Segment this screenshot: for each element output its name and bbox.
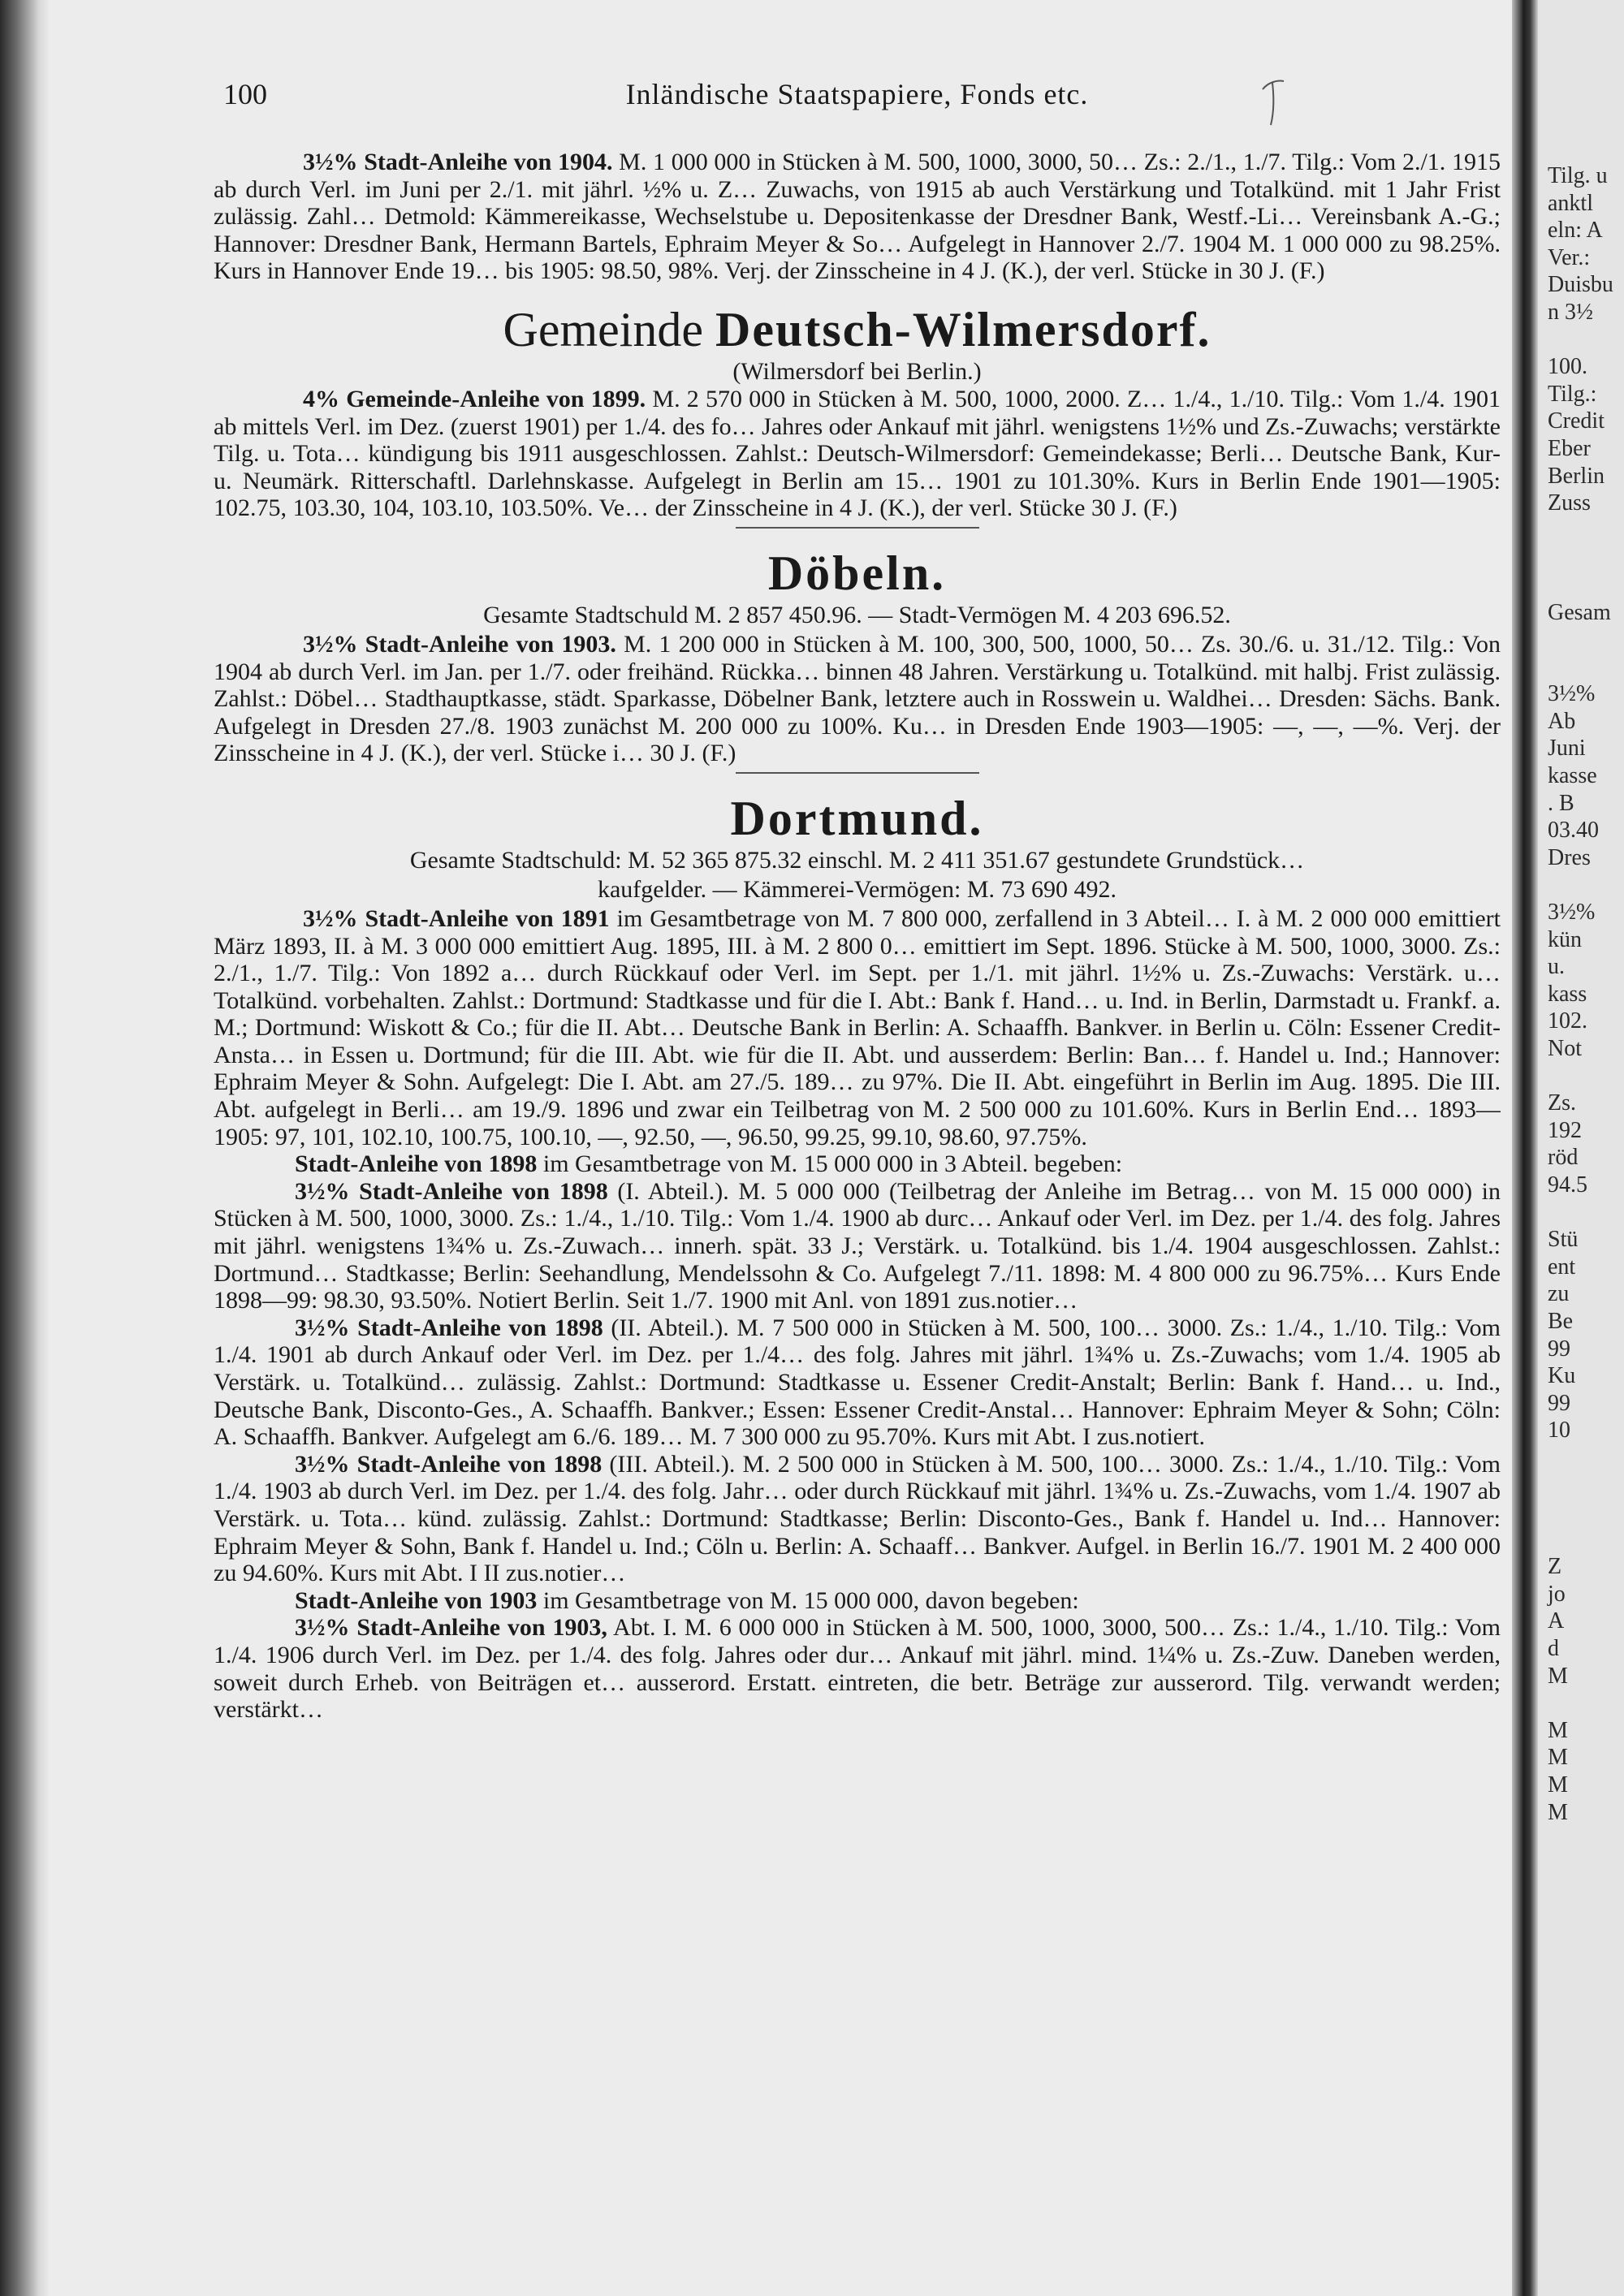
bond-entry <box>214 1451 1501 1587</box>
facing-page-fragment: kass <box>1548 981 1587 1007</box>
section-divider <box>736 527 979 529</box>
bond-entry <box>214 149 1501 285</box>
page-number: 100 <box>223 78 267 110</box>
facing-page-fragment: zu <box>1548 1281 1570 1307</box>
facing-page-fragment: M <box>1548 1745 1568 1771</box>
bond-entry <box>214 386 1501 522</box>
facing-page-fragment: 3½% <box>1548 900 1596 926</box>
bond-details: M. 2 570 000 in Stücken à M. 500, 1000, 2000. Z… 1./4., 1./10. Tilg.: Vom 1./4. 1901 ab mittels Verl. im Dez. (zuerst 1901) per 1./4. des fo… Jahres oder Ankauf mit jährl. wenigstens 1½% und Zs.-Zuwachs; verstärkte Tilg. u. Tota… kündigung bis 1911 ausgeschlossen. Zahlst.: Deutsch-Wilmersdorf: Gemeindekasse; Berli… Deutsche Bank, Kur- u. Neumärk. Ritterschaftl. Darlehnskasse. Aufgelegt in Berlin am 15… 1901 zu 101.30%. Kurs in Berlin Ende 1901—1905: 102.75, 103.30, 104, 103.10, 103.50%. Ve… der Zinsscheine in 4 J. (K.), der verl. Stücke 30 J. (F.) <box>214 385 1501 522</box>
heading-prefix: Gemeinde <box>503 302 704 356</box>
bond-details: M. 1 000 000 in Stücken à M. 500, 1000, 3000, 50… Zs.: 2./1., 1./7. Tilg.: Vom 2./1. 1915 ab durch Verl. im Juni per 2./1. mit jährl. ½% u. Z… Zuwachs, von 1915 ab auch Verstärkung und Totalkünd. mit 1 Jahr Frist zulässig. Zahl… Detmold: Kämmereikasse, Wechselstube u. Depositenkasse der Dresdner Bank, Westf.-Li… Vereinsbank A.-G.; Hannover: Dresdner Bank, Hermann Bartels, Ephraim Meyer & So… Aufgelegt in Hannover 2./7. 1904 M. 1 000 000 zu 98.25%. Kurs in Hannover Ende 19… bis 1905: 98.50, 98%. Verj. der Zinsscheine in 4 J. (K.), der verl. Stücke in 30 J. (F.) <box>214 149 1501 285</box>
facing-page-fragment: M <box>1548 1772 1568 1798</box>
bond-entry <box>214 905 1501 1150</box>
bond-details: im Gesamtbetrage von M. 7 800 000, zerfallend in 3 Abteil… I. à M. 2 000 000 emittiert März 1893, II. à M. 3 000 000 emittiert Aug. 1895, III. à M. 2 800 0… emittiert im Sept. 1896. Stücke à M. 500, 1000, 3000. Zs.: 2./1., 1./7. Tilg.: Von 1892 a… durch Rückkauf oder Verl. im Sept. per 1./1. mit jährl. 1½% u. Zs.-Zuwachs: Verstärk. u… Totalkünd. vorbehalten. Zahlst.: Dortmund: Stadtkasse und für die I. Abt.: Bank f. Hand… u. Ind. in Berlin, Darmstadt u. Frankf. a. M.; Dortmund: Wiskott & Co.; für die II. Abt… Deutsche Bank in Berlin: A. Schaaffh. Bankver. in Berlin u. Cöln: Essener Credit-Ansta… in Essen u. Dortmund; für die III. Abt. wie für die II. Abt. und ausserdem: Berlin: Ban… f. Handel u. Ind.; Hannover: Ephraim Meyer & Sohn. Aufgelegt: Die I. Abt. am 27./5. 189… zu 97%. Die II. Abt. eingeführt in Berlin im Aug. 1895. Die III. Abt. aufgelegt in Berli… am 19./9. 1896 und zwar ein Teilbetrag von M. 2 500 000 zu 101.60%. Kurs in Berlin End… 1893—1905: 97, 101, 102.10, 100.75, 100.10, —, 92.50, —, 96.50, 99.25, 99.10, 98.60, 97.75%. <box>214 904 1501 1150</box>
facing-page-fragment <box>1538 626 1613 654</box>
facing-page-fragment: 99 <box>1548 1390 1570 1416</box>
bond-title: 4% Gemeinde-Anleihe von 1899. <box>303 385 646 412</box>
facing-page-fragment: 102. <box>1548 1008 1587 1034</box>
bond-title: 3½% Stadt-Anleihe von 1891 <box>303 904 610 932</box>
bond-entry <box>214 1150 1501 1178</box>
facing-page-fragment: 10 <box>1548 1418 1570 1444</box>
facing-page-fragment: Dres <box>1548 844 1591 870</box>
facing-page-fragment <box>1538 1063 1613 1090</box>
facing-page-fragment: kün <box>1548 926 1582 952</box>
facing-page-fragment: Juni <box>1548 736 1586 762</box>
bond-details: (III. Abteil.). M. 2 500 000 in Stücken à M. 500, 100… 3000. Zs.: 1./4., 1./10. Tilg.: Vom 1./4. 1903 ab durch Verl. im Dez. per 1./4. des folg. Jahr… oder durch Rückkauf mit jährl. 1¾% u. Zs.-Zuwachs, vom 1./4. 1907 ab Verstärk. u. Tota… künd. zulässig. Zahlst.: Dortmund: Stadtkasse; Berlin: Disconto-Ges., Bank f. Handel u. Ind… Hannover: Ephraim Meyer & Sohn, Bank f. Handel u. Ind.; Cöln u. Berlin: A. Schaaff… Bankver. Aufgel. in Berlin 16./7. 1901 M. 2 400 000 zu 94.60%. Kurs mit Abt. I II zus.notier… <box>214 1450 1501 1587</box>
facing-page-fragment: 3½% <box>1548 681 1596 707</box>
facing-page-fragment: Tilg.: <box>1548 381 1597 407</box>
section-heading-doebeln: Döbeln. <box>767 546 947 600</box>
section-subheading: (Wilmersdorf bei Berlin.) <box>732 357 982 385</box>
bond-entry <box>214 1587 1501 1615</box>
facing-page-fragment: eln: A <box>1548 218 1603 244</box>
bond-title: 3½% Stadt-Anleihe von 1904. <box>303 149 613 175</box>
text-column <box>214 77 1501 1724</box>
facing-page-fragment <box>1538 1199 1613 1227</box>
facing-page-fragment: 192 <box>1548 1117 1582 1143</box>
bond-title: 3½% Stadt-Anleihe von 1898 <box>295 1177 608 1205</box>
bond-title: 3½% Stadt-Anleihe von 1898 <box>295 1314 603 1341</box>
facing-page-fragment <box>1538 544 1613 572</box>
facing-page-fragment: Eber <box>1548 435 1591 461</box>
facing-page-fragment: Zs. <box>1548 1090 1576 1116</box>
facing-page-fragment: u. <box>1548 954 1565 980</box>
facing-page-fragment: Gesam <box>1548 599 1611 625</box>
bond-details: im Gesamtbetrage von M. 15 000 000, davon begeben: <box>542 1586 1079 1614</box>
facing-page-fragment <box>1538 1499 1613 1526</box>
facing-page-fragment: Ver.: <box>1548 244 1591 270</box>
facing-page-fragment: Z <box>1548 1554 1562 1580</box>
facing-page-fragment: M <box>1548 1663 1568 1689</box>
facing-page-fragment <box>1538 654 1613 681</box>
running-title: Inländische Staatspapiere, Fonds etc. <box>625 78 1089 110</box>
facing-page-fragment: 03.40 <box>1548 818 1599 844</box>
bond-title: 3½% Stadt-Anleihe von 1903. <box>303 630 616 658</box>
bond-details: im Gesamtbetrage von M. 15 000 000 in 3 Abteil. begeben: <box>542 1150 1123 1178</box>
running-header <box>214 77 1501 126</box>
facing-page-fragment: 94.5 <box>1548 1172 1587 1198</box>
facing-page-fragment <box>1538 326 1613 354</box>
bond-details: (II. Abteil.). M. 7 500 000 in Stücken à M. 500, 100… 3000. Zs.: 1./4., 1./10. Tilg.: Vom 1./4. 1901 ab durch Ankauf oder Verl. im Dez. per 1./4… des folg. Jahres mit jährl. 1¾% u. Zs.-Zuwachs; vom 1./4. 1905 ab Verstärk. u. Totalkünd… zulässig. Zahlst.: Dortmund: Stadtkasse u. Essener Credit-Anstalt; Berlin: Bank f. Hand… u. Ind., Deutsche Bank, Disconto-Ges., A. Schaaffh. Bankver.; Essen: Essener Credit-Anstal… Hannover: Ephraim Meyer & Sohn; Cöln: A. Schaaffh. Bankver. Aufgelegt am 6./6. 189… M. 7 300 000 zu 95.70%. Kurs mit Abt. I zus.notiert. <box>214 1314 1501 1451</box>
facing-page-fragment <box>1538 1444 1613 1472</box>
bond-title: Stadt-Anleihe von 1903 <box>295 1586 538 1614</box>
facing-page-fragment <box>1538 1472 1613 1500</box>
facing-page-fragment: 100. <box>1548 354 1587 380</box>
facing-page-fragment <box>1538 871 1613 899</box>
facing-page-fragment: Tilg. u <box>1548 163 1608 188</box>
facing-page-fragment: A <box>1548 1608 1565 1634</box>
section-heading-dortmund: Dortmund. <box>730 791 984 845</box>
bond-entry <box>214 1314 1501 1451</box>
facing-page-fragment: Zuss <box>1548 490 1591 516</box>
facing-page-fragment: M <box>1548 1717 1568 1743</box>
section-divider <box>736 772 979 774</box>
bond-entry <box>214 631 1501 767</box>
facing-page-fragments <box>1538 162 1613 1826</box>
facing-page-fragment <box>1538 572 1613 599</box>
debt-summary-line: Gesamte Stadtschuld: M. 52 365 875.32 einschl. M. 2 411 351.67 gestundete Grundstück… <box>409 846 1305 874</box>
facing-page-fragment: kasse <box>1548 763 1597 789</box>
facing-page-fragment <box>1538 1690 1613 1717</box>
facing-page-fragment <box>1538 1526 1613 1554</box>
facing-page-fragment: M <box>1548 1799 1568 1825</box>
bond-details: (I. Abteil.). M. 5 000 000 (Teilbetrag der Anleihe im Betrag… von M. 15 000 000) in Stücken à M. 500, 1000, 3000. Zs.: 1./4., 1./10. Tilg.: Vom 1./4. 1900 ab durc… Ankauf oder Verl. im Dez. per 1./4. des folg. Jahres mit jährl. wenigstens 1¾% u. Zs.-Zuwach… innerh. spät. 33 J.; Verstärk. u. Totalkünd. bis 1./4. 1904 ausgeschlossen. Zahlst.: Dortmund… Stadtkasse; Berlin: Seehandlung, Mendelssohn & Co. Aufgelegt 7./11. 1898: M. 4 800 000 zu 96.75%… Kurs Ende 1898—99: 98.30, 93.50%. Notiert Berlin. Seit 1./7. 1900 mit Anl. von 1891 zus.notier… <box>214 1177 1501 1314</box>
facing-page-fragment: Not <box>1548 1036 1582 1061</box>
facing-page-fragment: Berlin <box>1548 463 1605 489</box>
facing-page-fragment: n 3½ <box>1548 299 1593 325</box>
debt-summary: Gesamte Stadtschuld M. 2 857 450.96. — Stadt-Vermögen M. 4 203 696.52. <box>483 601 1231 628</box>
section-heading-wilmersdorf <box>214 303 1501 356</box>
facing-page-fragment: Stü <box>1548 1227 1579 1253</box>
bond-details: M. 1 200 000 in Stücken à M. 100, 300, 500, 1000, 50… Zs. 30./6. u. 31./12. Tilg.: Von 1904 ab durch Verl. im Jan. per 1./7. oder freihänd. Rückka… binnen 48 Jahren. Verstärkung u. Totalkünd. mit halbj. Frist zulässig. Zahlst.: Döbel… Stadthauptkasse, städt. Sparkasse, Döbelner Bank, letztere auch in Rosswein u. Waldhei… Dresden: Sächs. Bank. Aufgelegt in Dresden 27./8. 1903 zunächst M. 200 000 zu 100%. Ku… in Dresden Ende 1903—1905: —, —, —%. Verj. der Zinsscheine in 4 J. (K.), der verl. Stücke i… 30 J. (F.) <box>214 630 1501 767</box>
facing-page-fragment: d <box>1548 1636 1559 1662</box>
facing-page-fragment: . B <box>1548 790 1574 816</box>
facing-page-fragment: Credit <box>1548 408 1605 434</box>
facing-page-fragment: Ku <box>1548 1363 1576 1389</box>
facing-page-fragment <box>1538 517 1613 545</box>
facing-page-fragment: röd <box>1548 1145 1579 1171</box>
bond-title: 3½% Stadt-Anleihe von 1903, <box>295 1614 607 1642</box>
bond-entry <box>214 1614 1501 1723</box>
facing-page-edge <box>1538 0 1624 2296</box>
debt-summary-line: kaufgelder. — Kämmerei-Vermögen: M. 73 690 492. <box>597 875 1116 903</box>
facing-page-fragment: jo <box>1548 1581 1566 1607</box>
facing-page-fragment: Ab <box>1548 708 1576 734</box>
bond-entry <box>214 1178 1501 1314</box>
facing-page-fragment: 99 <box>1548 1336 1570 1362</box>
facing-page-fragment: anktl <box>1548 190 1593 216</box>
facing-page-fragment: Be <box>1548 1308 1574 1334</box>
bond-title: 3½% Stadt-Anleihe von 1898 <box>295 1450 603 1478</box>
bond-details: Abt. I. M. 6 000 000 in Stücken à M. 500, 1000, 3000, 500… Zs.: 1./4., 1./10. Tilg.: Vom 1./4. 1906 durch Verl. im Dez. per 1./4. des folg. Jahres oder dur… Ankauf mit jährl. mind. 1¼% u. Zs.-Zuw. Daneben werden, soweit durch Erheb. von Beiträgen et… ausserord. Erstatt. eintreten, die betr. Beträge zur ausserord. Tilg. verwandt werden; verstärkt… <box>214 1614 1501 1724</box>
heading-main: Deutsch-Wilmersdorf. <box>715 302 1212 356</box>
facing-page-fragment: ent <box>1548 1254 1576 1280</box>
facing-page-fragment: Duisbu <box>1548 272 1613 298</box>
book-gutter <box>1512 0 1538 2296</box>
bond-title: Stadt-Anleihe von 1898 <box>295 1150 538 1178</box>
